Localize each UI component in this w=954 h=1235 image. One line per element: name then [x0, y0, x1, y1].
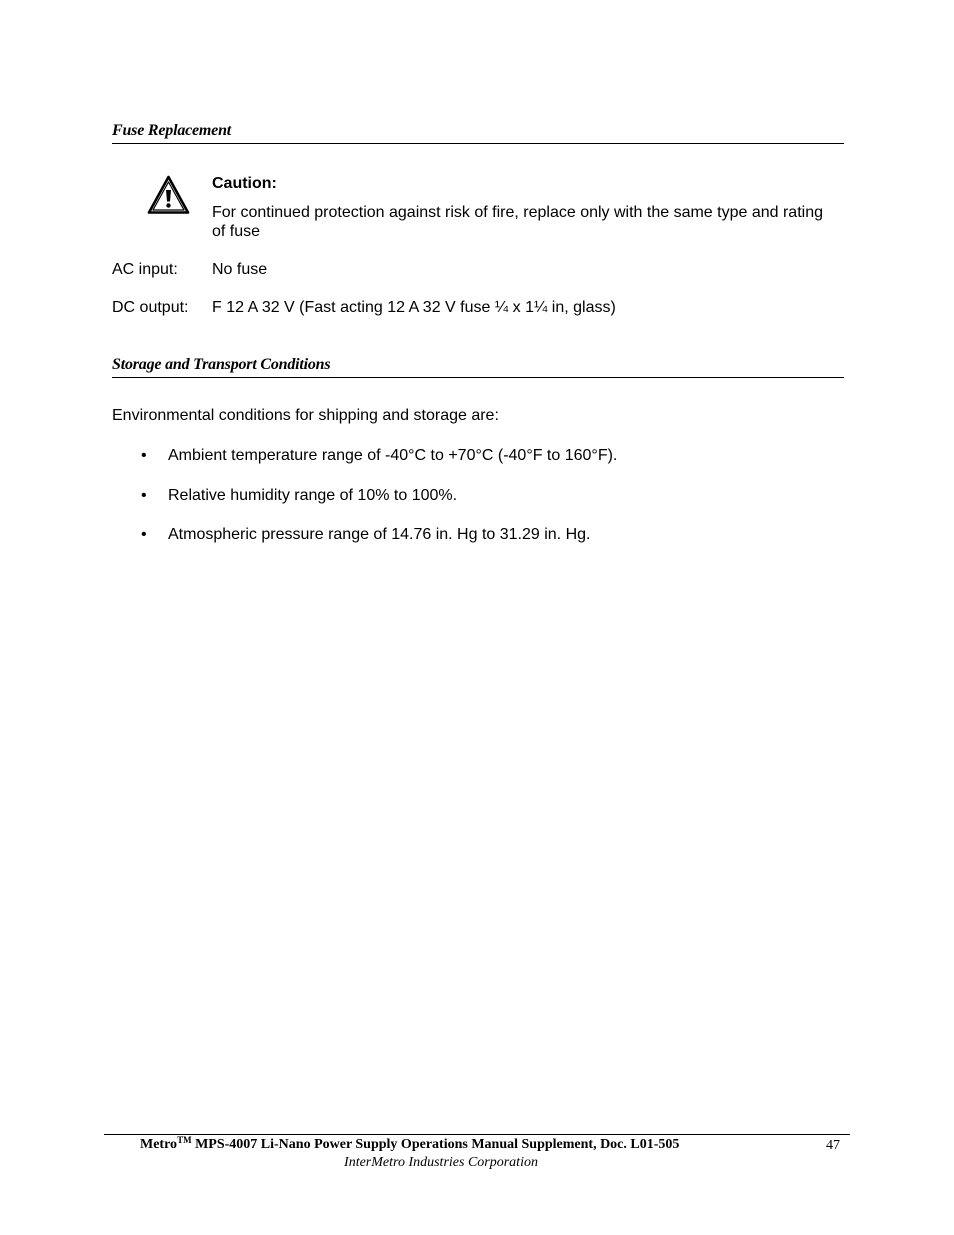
footer-document-title: [140, 1135, 679, 1155]
list-item-text: Relative humidity range of 10% to 100%.: [168, 486, 458, 504]
storage-intro-paragraph: Environmental conditions for shipping and storage are:: [112, 407, 499, 424]
list-item: [112, 446, 844, 466]
caution-title: Caution:: [212, 175, 277, 192]
section-heading-fuse-replacement: Fuse Replacement: [112, 121, 844, 144]
spec-value: F 12 A 32 V (Fast acting 12 A 32 V fuse ¼ x 1¼ in, glass): [212, 299, 616, 316]
section-heading-storage-transport: Storage and Transport Conditions: [112, 355, 844, 378]
spec-value: No fuse: [212, 261, 268, 278]
footer-title-text: MPS-4007 Li-Nano Power Supply Operations Manual Supplement, Doc. L01-505: [191, 1137, 680, 1152]
page-number: 47: [826, 1138, 840, 1153]
footer-company-name: InterMetro Industries Corporation: [344, 1155, 538, 1170]
warning-triangle-icon: [147, 175, 190, 215]
list-item: [112, 525, 844, 545]
list-item-text: Ambient temperature range of -40°C to +70°C (-40°F to 160°F).: [168, 447, 618, 464]
bullet-icon: •: [141, 447, 147, 464]
trademark-mark: TM: [177, 1135, 192, 1145]
list-item-text: Atmospheric pressure range of 14.76 in. Hg to 31.29 in. Hg.: [168, 526, 591, 543]
footer-brand: Metro: [140, 1137, 178, 1152]
storage-conditions-list: [112, 446, 844, 565]
caution-text: For continued protection against risk of fire, replace only with the same type and rating of fuse: [212, 204, 823, 240]
spec-label: AC input:: [112, 261, 178, 278]
bullet-icon: •: [141, 526, 147, 543]
bullet-icon: •: [141, 486, 147, 504]
spec-label: DC output:: [112, 299, 189, 316]
list-item: [112, 486, 844, 506]
